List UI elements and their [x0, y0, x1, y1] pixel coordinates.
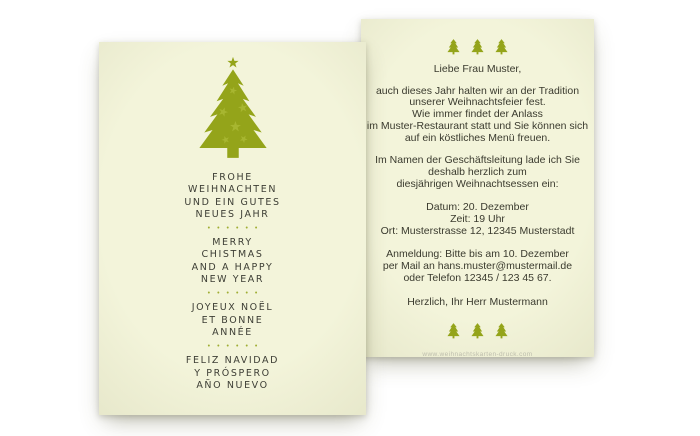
- text-line: auf ein köstliches Menü freuen.: [404, 131, 551, 144]
- paragraph-registration: [361, 249, 594, 284]
- text-line: unserer Weihnachtsfeier fest.: [409, 96, 546, 109]
- text-line: Anmeldung: Bitte bis am 10. Dezember: [386, 248, 569, 261]
- christmas-tree-icon: [192, 56, 274, 163]
- fir-tree-icon: [495, 39, 508, 55]
- fir-tree-icon: [447, 39, 460, 55]
- paragraph-invitation: [361, 155, 594, 190]
- text-line: Ort: Musterstrasse 12, 12345 Musterstadt: [380, 224, 575, 237]
- card-back: [361, 19, 594, 357]
- text-line: UND EIN GUTES: [184, 196, 281, 208]
- text-line: oder Telefon 12345 / 123 45 67.: [403, 271, 552, 284]
- greeting-english: [99, 237, 366, 286]
- text-line: FROHE: [212, 172, 253, 183]
- closing-line: Herzlich, Ihr Herr Mustermann: [407, 295, 548, 308]
- greetings-block: [99, 172, 366, 392]
- greeting-french: [99, 302, 366, 339]
- text-line: NEUES JAHR: [195, 208, 270, 220]
- text-line: Y PRÓSPERO: [194, 367, 271, 379]
- dots-separator: ••••••: [207, 225, 265, 233]
- fir-tree-icon: [447, 323, 460, 339]
- text-line: ET BONNE: [201, 314, 264, 326]
- paragraph-intro: [361, 86, 594, 145]
- star-icon: [227, 57, 238, 68]
- text-line: auch dieses Jahr halten wir an der Tradition: [375, 84, 580, 97]
- fir-tree-icon: [471, 323, 484, 339]
- text-line: JOYEUX NOËL: [191, 302, 274, 314]
- text-line: Zeit: 19 Uhr: [450, 213, 505, 226]
- tree-row-top: [361, 39, 594, 55]
- text-line: AND A HAPPY: [191, 261, 274, 273]
- text-line: ANNÉE: [212, 326, 253, 338]
- text-line: WEIHNACHTEN: [187, 184, 278, 196]
- dots-separator: ••••••: [207, 343, 265, 351]
- text-line: im Muster-Restaurant statt und Sie können sich: [366, 119, 589, 132]
- paragraph-event-details: [361, 202, 594, 237]
- text-line: NEW YEAR: [200, 274, 265, 286]
- text-line: AÑO NUEVO: [196, 379, 269, 391]
- text-line: Datum: 20. Dezember: [426, 201, 529, 214]
- fir-tree-icon: [471, 39, 484, 55]
- text-line: Wie immer findet der Anlass: [412, 108, 543, 121]
- tree-row-bottom: [361, 323, 594, 339]
- text-line: CHISTMAS: [201, 249, 264, 261]
- greeting-german: [99, 172, 366, 221]
- watermark: www.weihnachtskarten-druck.com: [422, 351, 533, 357]
- greeting-spanish: [99, 355, 366, 392]
- dots-separator: ••••••: [207, 290, 265, 298]
- text-line: per Mail an hans.muster@mustermail.de: [382, 260, 573, 273]
- text-line: FELIZ NAVIDAD: [185, 355, 280, 367]
- text-line: MERRY: [212, 237, 253, 249]
- text-line: deshalb herzlich zum: [428, 165, 527, 178]
- text-line: diesjährigen Weihnachtsessen ein:: [396, 177, 559, 190]
- card-front: [99, 42, 366, 415]
- text-line: Im Namen der Geschäftsleitung lade ich Sie: [375, 154, 580, 167]
- salutation: Liebe Frau Muster,: [433, 63, 522, 75]
- fir-tree-icon: [495, 323, 508, 339]
